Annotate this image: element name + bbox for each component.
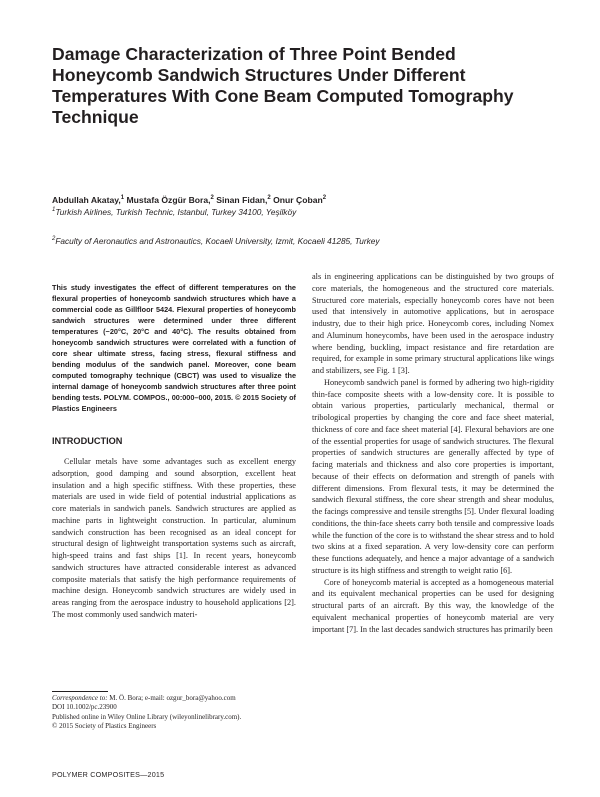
author-affiliation-mark: 2 <box>322 195 327 202</box>
doi-footnote: DOI 10.1002/pc.23900 <box>52 703 117 712</box>
author-name: Abdullah Akatay, <box>52 195 121 205</box>
author-affiliation-mark: 2 <box>210 195 214 202</box>
author-list <box>52 194 552 206</box>
footnotes <box>52 694 296 731</box>
section-heading-introduction: INTRODUCTION <box>52 436 123 446</box>
author-name: Mustafa Özgür Bora, <box>126 195 211 205</box>
author-affiliation-mark: 2 <box>267 195 271 202</box>
author-name: Onur Çoban <box>273 195 323 205</box>
author-name: Sinan Fidan, <box>216 195 268 205</box>
correspondence-footnote <box>52 694 296 703</box>
body-paragraph: Cellular metals have some advantages such as excellent energy adsorption, good damping and sound absorption, excellent heat insulation and a high specific stiffness. With these properties, these materials are used in wide field of potential industrial applications as core materials in sandwich panels. Sandwich structures are applied as machine parts in lightweight construction. In particular, aluminum sandwich construction has been recognised as an ideal concept for structural design of lightweight transportation systems such as aircraft, high-speed trains and fast ships [1]. In recent years, honeycomb sandwich structures have attracted considerable interest as advanced composite materials that satisfy the high performance requirements of machine design. Honeycomb sandwich structures are widely used in areas ranging from the aerospace industry to household applications [2]. The most commonly used sandwich materi- <box>52 457 296 619</box>
affiliation-1 <box>52 207 552 218</box>
body-column-left <box>52 456 296 621</box>
abstract: This study investigates the effect of different temperatures on the flexural properties of honeycomb sandwich structures which have a commercial code as Gillfloor 5424. Flexural properties of honeycomb sandwich structures were determined under three different temperatures (−20°C, 20°C and 40°C). The results obtained from honeycomb sandwich structures were correlated with a function of core shear ultimate stress, facing stress, flexural stiffness and bending modulus of the sandwich panel. Moreover, cone beam computed tomography technique (CBCT) was used to visualize the internal damage of honeycomb sandwich structures after three point bending tests. POLYM. COMPOS., 00:000–000, 2015. © 2015 Society of Plastics Engineers <box>52 283 296 413</box>
correspondence-label: Correspondence to: <box>52 694 108 702</box>
body-paragraph: Core of honeycomb material is accepted as a homogeneous material and its equivalent mechanical properties can be used for designing structural parts of an aircraft. By this way, the knowledge of the equivalent mechanical properties of honeycomb material are very important [7]. In the last decades sandwich structures has primarily been <box>312 577 554 634</box>
paper-title: Damage Characterization of Three Point Bended Honeycomb Sandwich Structures Under Different Temperatures With Cone Beam Computed Tomography Technique <box>52 44 514 127</box>
copyright-footnote: © 2015 Society of Plastics Engineers <box>52 721 157 730</box>
affiliation-2 <box>52 236 552 247</box>
body-column-right <box>312 271 554 635</box>
correspondence-text: M. Ö. Bora; e-mail: ozgur_bora@yahoo.com <box>109 694 236 702</box>
affiliation-text: Faculty of Aeronautics and Astronautics, Kocaeli University, Izmit, Kocaeli 41285, Turkey <box>55 236 380 246</box>
published-footnote: Published online in Wiley Online Library (wileyonlinelibrary.com). <box>52 712 242 721</box>
author-affiliation-mark: 1 <box>120 195 125 202</box>
journal-footer: POLYMER COMPOSITES—2015 <box>52 770 165 779</box>
affiliation-text: Turkish Airlines, Turkish Technic, Istanbul, Turkey 34100, Yeşilköy <box>55 207 297 217</box>
affiliation-mark: 2 <box>52 236 56 243</box>
body-paragraph: als in engineering applications can be distinguished by two groups of core materials, the homogeneous and the structured core materials. Structured core materials, especially honeycomb cores have not been used that intensively in automotive applications, but in aerospace industry, due to their high price. Honeycomb cores, including Nomex and Aluminum honeycombs, have been used in the aerospace industry where bending, buckling, impact resistance and fire retardation are required, for example in some primary structural applications like wings and stabilizers, see Fig. 1 [3]. <box>312 272 554 375</box>
body-paragraph: Honeycomb sandwich panel is formed by adhering two high-rigidity thin-face composite sheets with a low-density core. It is possible to obtain various properties, particularly mechanical, thermal or tribological properties by changing the core and face sheet material, thickness of core and face sheet material [4]. Flexural behaviors are one of the essential properties for usage of sandwich structures. The flexural properties of sandwich structures are generally affected by type of facing materials and thickness and also core properties is important, because of their effects on deformation and strength of panels with different dimensions. From flexural tests, it may be determined the sandwich flexural stiffness, the core shear strength and shear modulus, the facings compressive and tensile strengths [5]. Under flexural loading conditions, the thin-face sheets carry both tensile and compressive loads while the function of the core is to withstand the shear stress and to hold two skins at a fixed separation. A very low-density core can perform these functions adequately, and hence a major advantage of a sandwich structure is its high stiffness and strength to weight ratio [6]. <box>312 377 554 575</box>
footnote-divider <box>52 691 108 692</box>
affiliation-mark: 1 <box>52 207 56 214</box>
